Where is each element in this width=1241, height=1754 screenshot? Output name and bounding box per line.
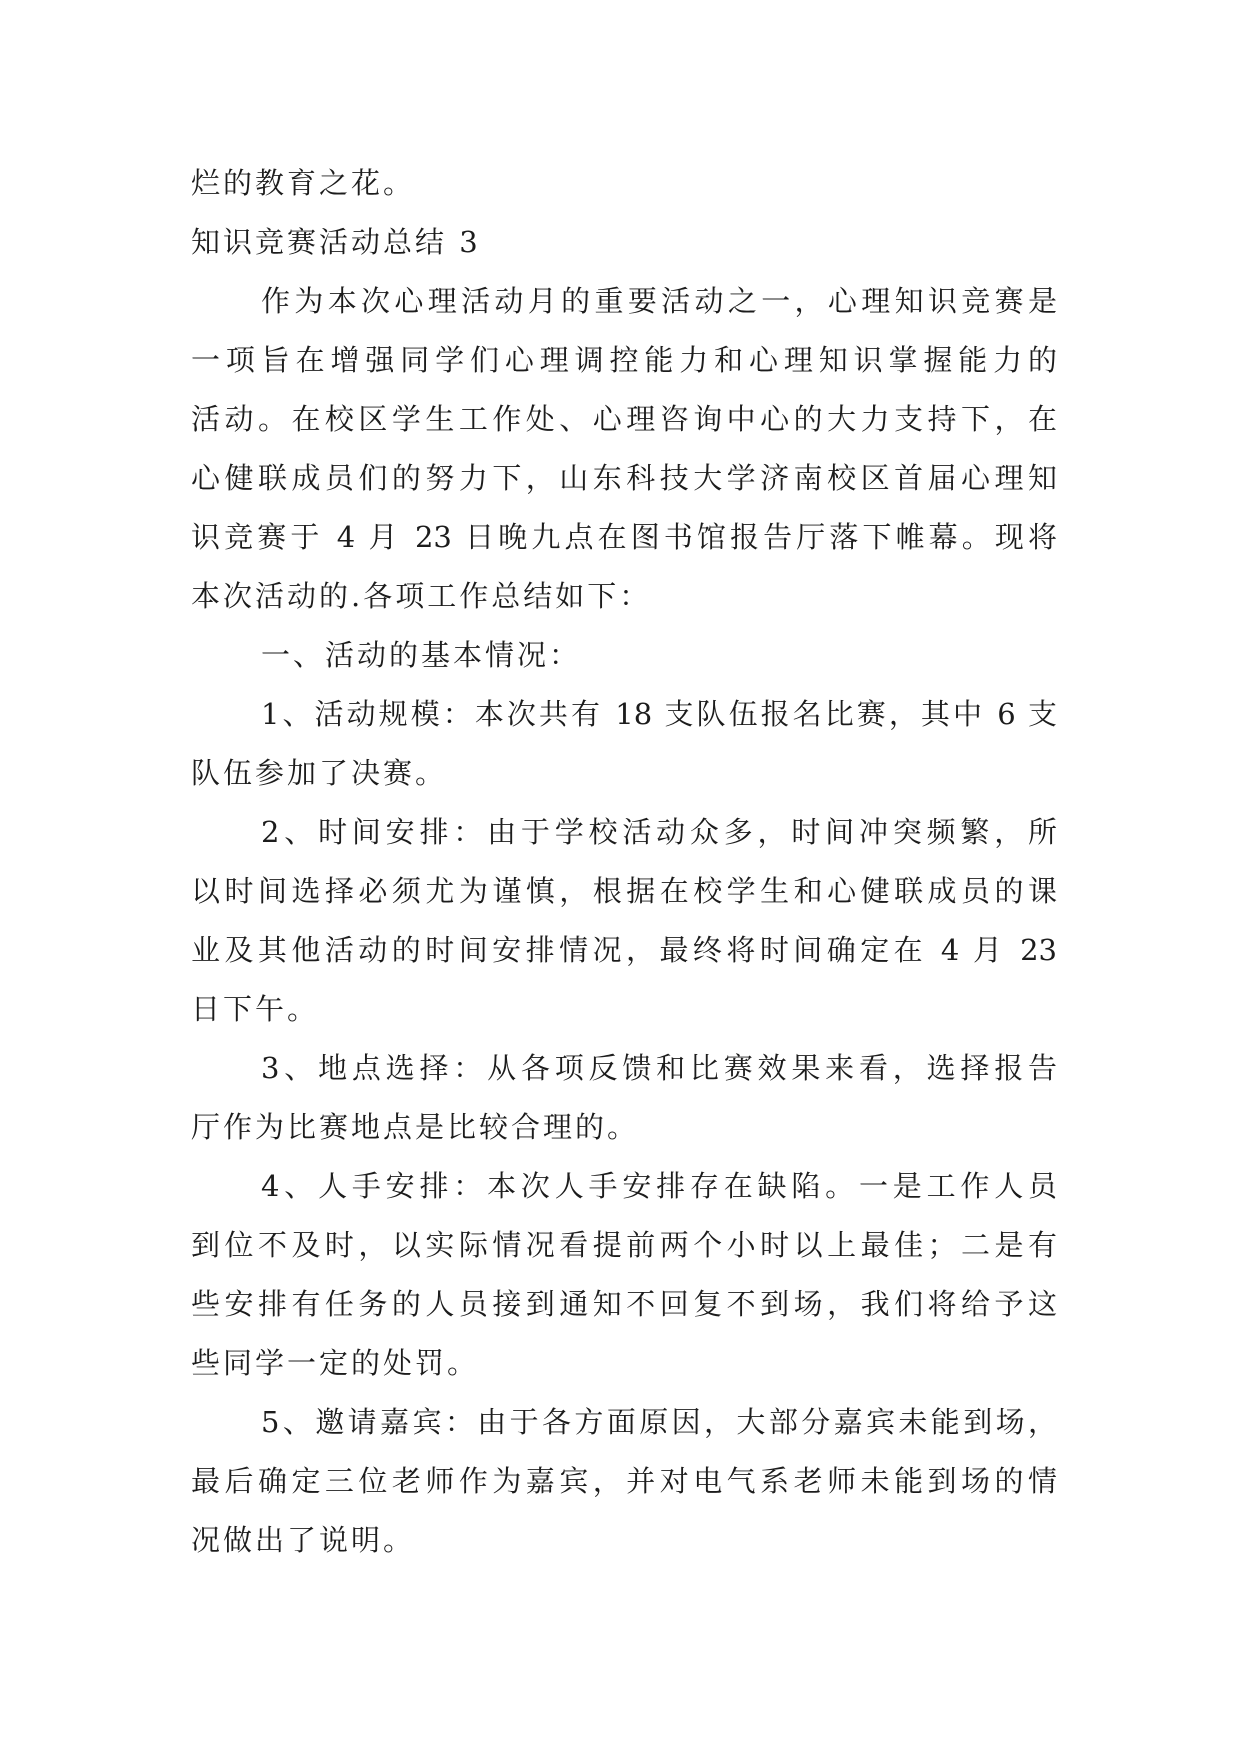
paragraph-item-5	[191, 1393, 1057, 1570]
paragraph-continuation	[191, 154, 1057, 213]
text-line: 4、人手安排：本次人手安排存在缺陷。一是工作人员	[261, 1169, 1057, 1203]
paragraph-item-2	[191, 803, 1057, 1039]
text-line: 3、地点选择：从各项反馈和比赛效果来看，选择报告	[261, 1051, 1057, 1085]
text-line: 队伍参加了决赛。	[191, 756, 448, 790]
text-line: 一项旨在增强同学们心理调控能力和心理知识掌握能力的	[191, 343, 1057, 377]
section-heading: 知识竞赛活动总结 3	[191, 225, 481, 259]
paragraph-item-3	[191, 1039, 1057, 1157]
text-line: 活动。在校区学生工作处、心理咨询中心的大力支持下，在	[191, 402, 1057, 436]
text-line: 2、时间安排：由于学校活动众多，时间冲突频繁，所	[261, 815, 1057, 849]
text-line: 本次活动的.各项工作总结如下：	[191, 579, 652, 613]
text-line: 况做出了说明。	[191, 1523, 416, 1557]
text-line: 厅作为比赛地点是比较合理的。	[191, 1110, 640, 1144]
text-line: 业及其他活动的时间安排情况，最终将时间确定在 4 月 23	[191, 933, 1057, 967]
paragraph-item-1	[191, 685, 1057, 803]
paragraph-subheading	[191, 626, 1057, 685]
text-line: 以时间选择必须尤为谨慎，根据在校学生和心健联成员的课	[191, 874, 1057, 908]
text-line: 5、邀请嘉宾：由于各方面原因，大部分嘉宾未能到场，	[261, 1405, 1057, 1439]
paragraph-intro	[191, 272, 1057, 626]
text-line: 1、活动规模：本次共有 18 支队伍报名比赛，其中 6 支	[261, 697, 1057, 731]
text-line: 心健联成员们的努力下，山东科技大学济南校区首届心理知	[191, 461, 1057, 495]
text-line: 最后确定三位老师作为嘉宾，并对电气系老师未能到场的情	[191, 1464, 1057, 1498]
text-line: 烂的教育之花。	[191, 166, 416, 200]
text-line: 识竞赛于 4 月 23 日晚九点在图书馆报告厅落下帷幕。现将	[191, 520, 1057, 554]
text-line: 到位不及时，以实际情况看提前两个小时以上最佳；二是有	[191, 1228, 1057, 1262]
text-line: 作为本次心理活动月的重要活动之一，心理知识竞赛是	[261, 284, 1057, 318]
paragraph-item-4	[191, 1157, 1057, 1393]
text-line: 些同学一定的处罚。	[191, 1346, 480, 1380]
text-line: 一、活动的基本情况：	[261, 638, 582, 672]
text-line: 些安排有任务的人员接到通知不回复不到场，我们将给予这	[191, 1287, 1057, 1321]
text-line: 日下午。	[191, 992, 320, 1026]
document-body	[191, 154, 1057, 1570]
